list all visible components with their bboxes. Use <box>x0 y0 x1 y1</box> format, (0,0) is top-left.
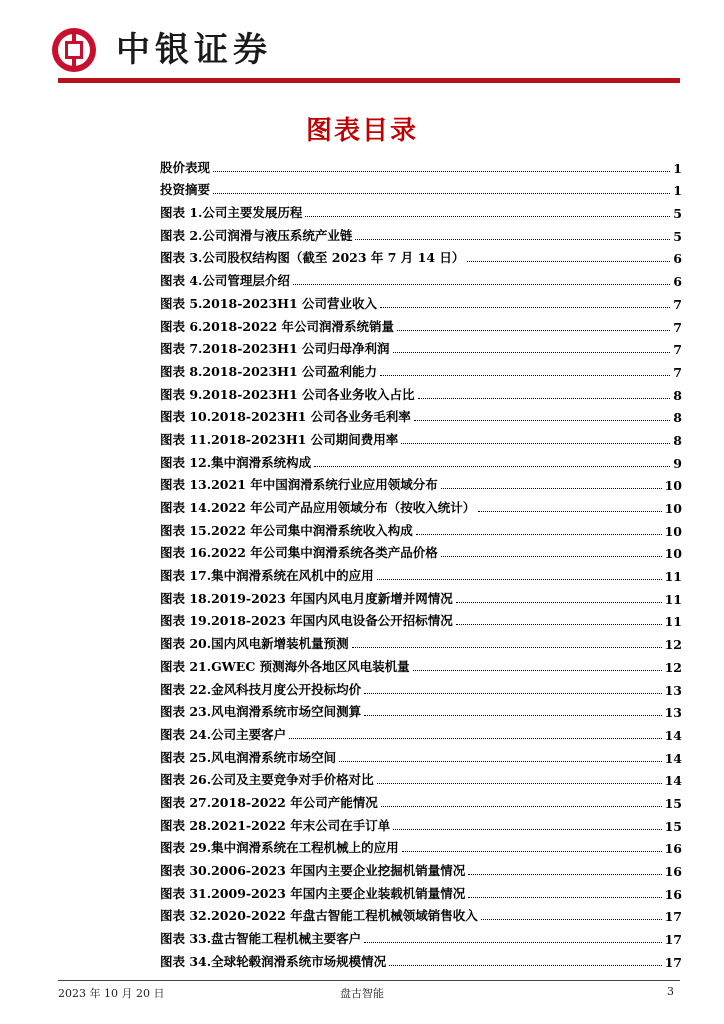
toc-entry-page: 11 <box>664 569 682 585</box>
toc-entry[interactable] <box>160 675 682 698</box>
toc-entry-page: 16 <box>664 864 682 879</box>
toc-leader-dots <box>380 307 670 308</box>
toc-entry[interactable] <box>160 743 682 766</box>
toc-entry[interactable] <box>160 516 682 539</box>
toc-entry-page: 8 <box>673 387 682 403</box>
toc-entry[interactable] <box>160 448 682 471</box>
toc-leader-dots <box>380 375 670 376</box>
toc-entry[interactable] <box>160 879 682 902</box>
toc-leader-dots <box>364 715 661 716</box>
toc-entry[interactable] <box>160 289 682 312</box>
toc-entry-label: 图表 15.2022 年公司集中润滑系统收入构成 <box>160 522 413 538</box>
toc-entry-page: 10 <box>664 501 682 516</box>
header-divider <box>58 78 680 83</box>
toc-leader-dots <box>364 942 661 943</box>
toc-leader-dots <box>305 216 670 217</box>
toc-entry-page: 7 <box>673 296 682 312</box>
toc-leader-dots <box>416 534 662 535</box>
toc-entry[interactable] <box>160 652 682 675</box>
toc-leader-dots <box>456 602 662 603</box>
footer-company: 盘古智能 <box>340 987 384 1000</box>
toc-leader-dots <box>402 851 662 852</box>
toc-entry-label: 投资摘要 <box>160 182 211 198</box>
toc-leader-dots <box>481 919 662 920</box>
toc-entry-page: 5 <box>673 206 682 222</box>
toc-entry-label: 图表 2.公司润滑与液压系统产业链 <box>160 227 353 243</box>
toc-entry-label: 图表 22.金风科技月度公开投标均价 <box>160 681 362 697</box>
toc-leader-dots <box>289 738 661 739</box>
toc-entry-label: 图表 24.公司主要客户 <box>160 726 287 742</box>
toc-entry-page: 6 <box>673 274 682 290</box>
toc-leader-dots <box>478 511 661 512</box>
toc-leader-dots <box>377 783 662 784</box>
page-header <box>0 0 724 86</box>
toc-leader-dots <box>293 284 670 285</box>
toc-entry[interactable] <box>160 539 682 562</box>
toc-entry-page: 13 <box>664 682 682 698</box>
toc-entry-page: 12 <box>664 637 682 653</box>
toc-entry[interactable] <box>160 357 682 380</box>
toc-entry-label: 图表 17.集中润滑系统在风机中的应用 <box>160 568 374 584</box>
toc-leader-dots <box>401 443 670 444</box>
toc-entry-page: 14 <box>664 773 682 789</box>
toc-entry[interactable] <box>160 607 682 630</box>
toc-leader-dots <box>456 624 662 625</box>
toc-leader-dots <box>467 261 670 262</box>
toc-entry[interactable] <box>160 153 682 176</box>
toc-entry-label: 图表 1.公司主要发展历程 <box>160 205 303 221</box>
toc-entry[interactable] <box>160 788 682 811</box>
toc-entry[interactable] <box>160 425 682 448</box>
toc-entry-page: 11 <box>664 614 682 630</box>
toc-entry-page: 7 <box>673 364 682 380</box>
toc-entry-label: 图表 33.盘古智能工程机械主要客户 <box>160 931 362 947</box>
toc-entry-label: 图表 14.2022 年公司产品应用领域分布（按收入统计） <box>160 500 476 515</box>
footer-page-number: 3 <box>667 985 674 998</box>
toc-entry-label: 图表 5.2018-2023H1 公司营业收入 <box>160 295 378 311</box>
toc-entry-label: 图表 20.国内风电新增装机量预测 <box>160 636 349 652</box>
toc-leader-dots <box>355 239 670 240</box>
toc-leader-dots <box>414 420 671 421</box>
toc-entry-label: 图表 11.2018-2023H1 公司期间费用率 <box>160 431 399 447</box>
toc-entry[interactable] <box>160 811 682 834</box>
toc-entry-page: 11 <box>664 591 682 607</box>
toc-entry[interactable] <box>160 380 682 403</box>
toc-entry-label: 图表 32.2020-2022 年盘古智能工程机械领域销售收入 <box>160 908 478 924</box>
toc-entry-page: 10 <box>664 546 682 562</box>
toc-entry[interactable] <box>160 698 682 721</box>
toc-entry-label: 图表 13.2021 年中国润滑系统行业应用领域分布 <box>160 477 438 493</box>
toc-leader-dots <box>381 806 662 807</box>
toc-entry-page: 14 <box>664 750 682 766</box>
toc-entry-label: 图表 8.2018-2023H1 公司盈利能力 <box>160 363 378 379</box>
toc-entry-page: 17 <box>664 954 682 970</box>
toc-entry[interactable] <box>160 176 682 199</box>
toc-leader-dots <box>468 897 661 898</box>
toc-entry[interactable] <box>160 312 682 335</box>
toc-entry-page: 5 <box>673 228 682 244</box>
toc-entry-page: 8 <box>673 410 682 426</box>
toc-entry-label: 图表 4.公司管理层介绍 <box>160 273 290 289</box>
toc-leader-dots <box>364 693 661 694</box>
toc-leader-dots <box>393 352 671 353</box>
footer-divider <box>58 980 680 981</box>
footer-date: 2023 年 10 月 20 日 <box>58 987 165 1000</box>
toc-entry-page: 16 <box>664 886 682 902</box>
toc-entry-label: 图表 10.2018-2023H1 公司各业务毛利率 <box>160 409 411 425</box>
toc-leader-dots <box>377 579 662 580</box>
toc-entry-page: 6 <box>673 251 682 267</box>
toc-entry-label: 图表 9.2018-2023H1 公司各业务收入占比 <box>160 386 415 402</box>
toc-leader-dots <box>468 874 661 875</box>
toc-entry-label: 图表 21.GWEC 预测海外各地区风电装机量 <box>160 658 410 674</box>
toc-entry[interactable] <box>160 561 682 584</box>
toc-entry[interactable] <box>160 244 682 267</box>
brand-name: 中银证券 <box>116 30 272 70</box>
toc-entry-label: 图表 19.2018-2023 年国内风电设备公开招标情况 <box>160 613 453 629</box>
toc-leader-dots <box>213 193 670 194</box>
toc-entry-label: 图表 18.2019-2023 年国内风电月度新增并网情况 <box>160 590 453 606</box>
toc-entry[interactable] <box>160 947 682 970</box>
toc-entry[interactable] <box>160 493 682 516</box>
toc-entry-page: 9 <box>673 455 682 471</box>
toc-entry-page: 15 <box>664 818 682 834</box>
bank-of-china-logo-icon <box>52 28 96 72</box>
toc-entry-page: 10 <box>664 478 682 494</box>
toc-entry-label: 图表 16.2022 年公司集中润滑系统各类产品价格 <box>160 545 438 561</box>
toc-entry-label: 图表 3.公司股权结构图（截至 2023 年 7 月 14 日） <box>160 250 465 266</box>
toc-entry-page: 17 <box>664 932 682 948</box>
toc-entry-label: 图表 25.风电润滑系统市场空间 <box>160 749 337 765</box>
toc-entry[interactable] <box>160 221 682 244</box>
toc-entry-page: 1 <box>673 183 682 199</box>
toc-leader-dots <box>413 670 662 671</box>
toc-entry-page: 1 <box>673 160 682 176</box>
toc-leader-dots <box>389 965 661 966</box>
toc-entry-label: 图表 28.2021-2022 年末公司在手订单 <box>160 817 391 833</box>
toc-entry-page: 16 <box>664 841 682 857</box>
toc-entry-label: 图表 26.公司及主要竞争对手价格对比 <box>160 772 374 788</box>
toc-entry[interactable] <box>160 924 682 947</box>
toc-entry[interactable] <box>160 720 682 743</box>
toc-entry-label: 图表 29.集中润滑系统在工程机械上的应用 <box>160 840 399 856</box>
toc-entry-page: 8 <box>673 432 682 448</box>
toc-entry-label: 图表 12.集中润滑系统构成 <box>160 454 312 470</box>
toc-leader-dots <box>352 647 662 648</box>
toc-entry-page: 14 <box>664 727 682 743</box>
toc-leader-dots <box>397 330 670 331</box>
toc-entry[interactable] <box>160 902 682 925</box>
toc-entry[interactable] <box>160 766 682 789</box>
toc-entry[interactable] <box>160 584 682 607</box>
toc-leader-dots <box>339 761 661 762</box>
toc-entry[interactable] <box>160 198 682 221</box>
toc-entry-page: 7 <box>673 342 682 358</box>
toc-entry[interactable] <box>160 266 682 289</box>
toc-entry-page: 17 <box>664 909 682 925</box>
toc-entry-page: 7 <box>673 319 682 335</box>
toc-entry-page: 12 <box>664 659 682 675</box>
toc-leader-dots <box>441 488 662 489</box>
toc-leader-dots <box>393 829 661 830</box>
toc-leader-dots <box>213 171 670 172</box>
toc-entry-page: 15 <box>664 795 682 811</box>
toc-entry[interactable] <box>160 629 682 652</box>
toc-entry-label: 图表 34.全球轮毂润滑系统市场规模情况 <box>160 953 387 969</box>
toc-leader-dots <box>441 556 662 557</box>
toc-entry[interactable] <box>160 403 682 426</box>
toc-entry[interactable] <box>160 856 682 879</box>
toc-leader-dots <box>314 466 670 467</box>
page-title: 图表目录 <box>305 116 418 146</box>
toc-entry-label: 图表 30.2006-2023 年国内主要企业挖掘机销量情况 <box>160 863 466 878</box>
toc-entry-label: 股价表现 <box>160 159 211 175</box>
toc-entry-page: 10 <box>664 523 682 539</box>
toc-entry-label: 图表 31.2009-2023 年国内主要企业装载机销量情况 <box>160 885 466 901</box>
toc-leader-dots <box>418 398 671 399</box>
toc-entry-label: 图表 7.2018-2023H1 公司归母净利润 <box>160 341 390 357</box>
toc-entry[interactable] <box>160 471 682 494</box>
toc-entry[interactable] <box>160 834 682 857</box>
toc-entry-label: 图表 6.2018-2022 年公司润滑系统销量 <box>160 318 395 334</box>
table-of-figures <box>160 153 682 970</box>
toc-entry-label: 图表 23.风电润滑系统市场空间测算 <box>160 704 362 720</box>
toc-entry-page: 13 <box>664 705 682 721</box>
toc-entry-label: 图表 27.2018-2022 年公司产能情况 <box>160 794 378 810</box>
toc-entry[interactable] <box>160 335 682 358</box>
